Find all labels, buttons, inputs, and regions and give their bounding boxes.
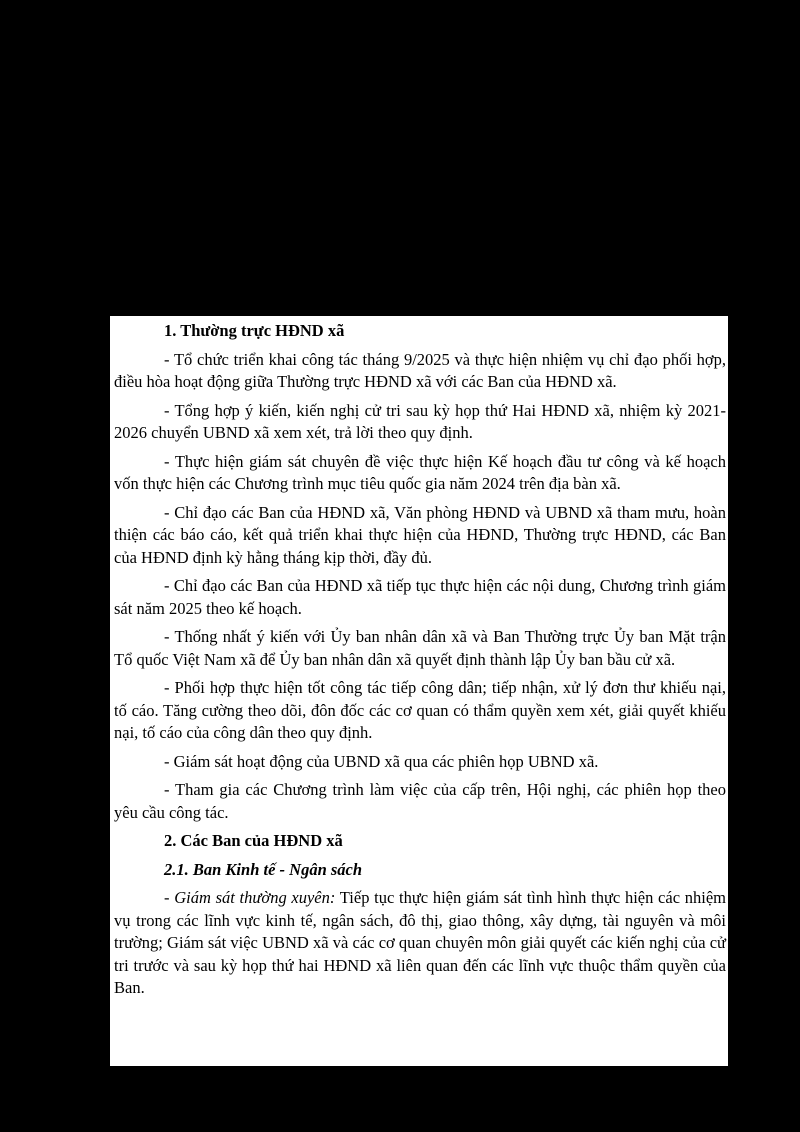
lead-text: Tiếp tục thực hiện giám sát tình hình thực hiện các nhiệm vụ trong các lĩnh vực kinh tế, ngân sách, đô thị, giao thông, xây dựng, tài nguyên và môi trường; Giám sát việc UBND xã và các cơ quan chuyên môn giải quyết các kiến nghị của cử tri trước và sau kỳ họp thứ hai HĐND xã liên quan đến các lĩnh vực thuộc thẩm quyền của Ban. [114,888,726,997]
paragraph: - Chỉ đạo các Ban của HĐND xã, Văn phòng HĐND và UBND xã tham mưu, hoàn thiện các báo cáo, kết quả triển khai thực hiện của HĐND, Thường trực HĐND, các Ban của HĐND định kỳ hằng tháng kịp thời, đầy đủ. [114,502,726,567]
paragraph: - Giám sát hoạt động của UBND xã qua các phiên họp UBND xã. [164,751,599,771]
lead-label: - Giám sát thường xuyên: [164,888,336,907]
section-heading-cac-ban: 2. Các Ban của HĐND xã [164,831,343,850]
document-page [110,316,728,1066]
section-heading-thuong-truc: 1. Thường trực HĐND xã [164,321,345,340]
subsection-heading-ban-kinh-te: 2.1. Ban Kinh tế - Ngân sách [164,859,363,879]
paragraph: - Thống nhất ý kiến với Ủy ban nhân dân xã và Ban Thường trực Ủy ban Mặt trận Tổ quốc Việt Nam xã để Ủy ban nhân dân xã quyết định thành lập Ủy ban bầu cử xã. [114,627,726,669]
paragraph: - Phối hợp thực hiện tốt công tác tiếp công dân; tiếp nhận, xử lý đơn thư khiếu nại, tố cáo. Tăng cường theo dõi, đôn đốc các cơ quan có thẩm quyền xem xét, giải quyết khiếu nại, tố cáo của công dân theo quy định. [114,678,726,742]
paragraph: - Tổng hợp ý kiến, kiến nghị cử tri sau kỳ họp thứ Hai HĐND xã, nhiệm kỳ 2021- 2026 chuyển UBND xã xem xét, trả lời theo quy định. [114,400,726,442]
paragraph: - Tham gia các Chương trình làm việc của cấp trên, Hội nghị, các phiên họp theo yêu cầu công tác. [114,780,726,822]
paragraph: - Chỉ đạo các Ban của HĐND xã tiếp tục thực hiện các nội dung, Chương trình giám sát năm 2025 theo kế hoạch. [114,576,726,618]
paragraph: - Thực hiện giám sát chuyên đề việc thực hiện Kế hoạch đầu tư công và kế hoạch vốn thực hiện các Chương trình mục tiêu quốc gia năm 2024 trên địa bàn xã. [114,451,726,493]
paragraph-giam-sat [114,887,726,1000]
paragraph: - Tổ chức triển khai công tác tháng 9/2025 và thực hiện nhiệm vụ chỉ đạo phối hợp, điều hòa hoạt động giữa Thường trực HĐND xã với các Ban của HĐND xã. [114,349,726,391]
